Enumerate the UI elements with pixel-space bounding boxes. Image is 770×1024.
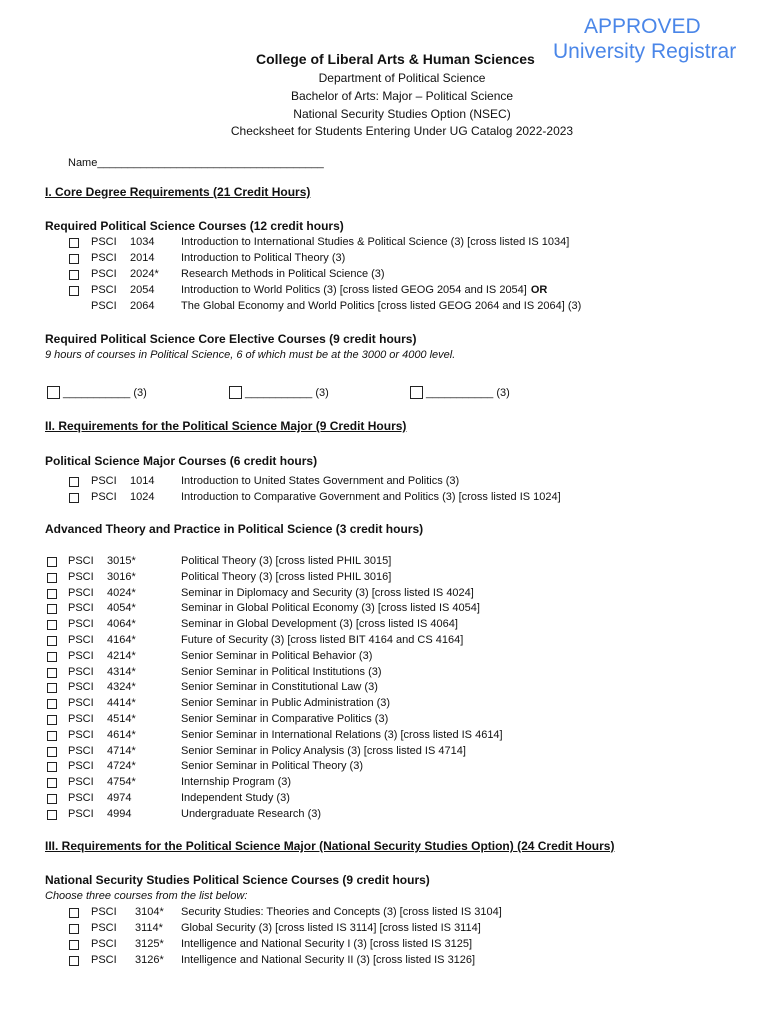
course-description: Intelligence and National Security I (3) [cross listed IS 3125]: [181, 938, 473, 950]
course-description-wrap: [181, 953, 475, 968]
course-subject: PSCI: [91, 922, 117, 934]
registrar-stamp: University Registrar: [553, 40, 737, 63]
course-description-wrap: [181, 759, 363, 774]
course-number: 2024*: [130, 268, 159, 280]
course-description: Undergraduate Research (3): [181, 807, 322, 820]
course-number: 4024*: [107, 586, 136, 599]
course-number: 3015*: [107, 555, 136, 567]
course-checkbox[interactable]: [47, 715, 57, 725]
course-number: 4414*: [107, 697, 136, 710]
course-number: 4994: [107, 807, 132, 820]
course-description-wrap: [181, 601, 480, 616]
course-description: Introduction to Political Theory (3): [181, 252, 346, 264]
course-description-wrap: [181, 921, 481, 936]
course-description: Seminar in Global Political Economy (3) [cross listed IS 4054]: [181, 602, 480, 615]
course-or-label: OR: [530, 284, 548, 296]
course-description-wrap: [181, 490, 561, 505]
course-description: Senior Seminar in Political Theory (3): [181, 760, 363, 773]
course-row: [0, 680, 770, 695]
course-number: 3104*: [135, 906, 164, 918]
course-checkbox[interactable]: [69, 908, 79, 918]
elective-blank-1[interactable]: ___________ (3): [63, 387, 147, 399]
course-description: Independent Study (3): [181, 792, 290, 804]
course-subject: PSCI: [91, 954, 117, 966]
course-description: Senior Seminar in Political Institutions (3): [181, 665, 382, 678]
course-subject: PSCI: [68, 649, 94, 662]
course-subject: PSCI: [68, 586, 94, 599]
course-description-wrap: [181, 696, 390, 711]
course-row: [0, 474, 770, 489]
course-subject: PSCI: [68, 776, 94, 789]
nss-courses-note: Choose three courses from the list below:: [45, 890, 248, 902]
course-subject: PSCI: [91, 284, 117, 296]
course-number: 4324*: [107, 681, 136, 694]
course-checkbox[interactable]: [47, 778, 57, 788]
course-row: [0, 807, 770, 822]
course-number: 1034: [130, 236, 155, 248]
course-description: Internship Program (3): [181, 776, 292, 789]
course-subject: PSCI: [91, 475, 117, 487]
course-subject: PSCI: [68, 634, 94, 646]
course-checkbox[interactable]: [69, 238, 79, 248]
approved-stamp: APPROVED: [584, 15, 701, 38]
course-subject: PSCI: [91, 938, 117, 950]
course-description-wrap: [181, 905, 502, 920]
course-number: 2014: [130, 252, 155, 264]
course-row: [0, 775, 770, 790]
course-description-wrap: [181, 712, 388, 727]
course-row: [0, 791, 770, 806]
course-description: Global Security (3) [cross listed IS 3114] [cross listed IS 3114]: [181, 922, 481, 934]
course-checkbox[interactable]: [47, 683, 57, 693]
course-description-wrap: [181, 299, 581, 314]
course-description: Seminar in Global Development (3) [cross listed IS 4064]: [181, 618, 458, 631]
course-description: The Global Economy and World Politics [cross listed GEOG 2064 and IS 2064] (3): [181, 300, 582, 312]
course-checkbox[interactable]: [47, 604, 57, 614]
course-row: [0, 649, 770, 664]
course-description: Research Methods in Political Science (3): [181, 268, 385, 280]
course-row: [0, 601, 770, 616]
course-description-wrap: [181, 649, 372, 664]
major-courses-title: Political Science Major Courses (6 credit hours): [45, 454, 318, 468]
course-subject: PSCI: [68, 681, 94, 694]
course-description-wrap: [181, 251, 345, 266]
course-description: Senior Seminar in Comparative Politics (3): [181, 713, 389, 725]
course-description-wrap: [181, 744, 466, 759]
course-description-wrap: [181, 586, 474, 601]
course-number: 4214*: [107, 649, 136, 662]
course-row: [0, 759, 770, 774]
course-description: Senior Seminar in International Relations (3) [cross listed IS 4614]: [181, 728, 503, 741]
course-number: 4514*: [107, 713, 136, 725]
course-checkbox[interactable]: [47, 762, 57, 772]
course-row: [0, 283, 770, 298]
course-number: 4974: [107, 792, 132, 804]
course-number: 4714*: [107, 744, 136, 757]
course-subject: PSCI: [68, 555, 94, 567]
course-row: [0, 617, 770, 632]
course-subject: PSCI: [68, 602, 94, 615]
course-description-wrap: [181, 617, 458, 632]
course-subject: PSCI: [68, 807, 94, 820]
course-subject: PSCI: [68, 697, 94, 710]
college-title: College of Liberal Arts & Human Sciences: [256, 51, 535, 67]
course-number: 3016*: [107, 570, 136, 583]
course-row: [0, 712, 770, 727]
course-description-wrap: [181, 267, 385, 282]
course-description: Introduction to International Studies & Political Science (3) [cross listed IS 1034]: [181, 236, 570, 248]
course-description-wrap: [181, 283, 547, 298]
course-description: Senior Seminar in Policy Analysis (3) [cross listed IS 4714]: [181, 744, 466, 757]
course-description: Security Studies: Theories and Concepts (3) [cross listed IS 3104]: [181, 906, 502, 918]
course-checkbox[interactable]: [47, 573, 57, 583]
course-checkbox[interactable]: [69, 270, 79, 280]
course-row: [0, 937, 770, 952]
course-checkbox[interactable]: [69, 924, 79, 934]
course-description-wrap: [181, 235, 569, 250]
nss-courses-title: National Security Studies Political Science Courses (9 credit hours): [45, 873, 430, 887]
course-checkbox[interactable]: [69, 940, 79, 950]
course-checkbox[interactable]: [69, 477, 79, 487]
course-description: Political Theory (3) [cross listed PHIL 3016]: [181, 570, 392, 583]
course-subject: PSCI: [91, 236, 117, 248]
course-row: [0, 665, 770, 680]
section-2-title: II. Requirements for the Political Science Major (9 Credit Hours): [45, 419, 407, 433]
section-1-title: I. Core Degree Requirements (21 Credit Hours): [45, 185, 311, 199]
degree-name: Bachelor of Arts: Major – Political Science: [290, 89, 514, 103]
course-row: [0, 953, 770, 968]
course-row: [0, 744, 770, 759]
course-number: 3114*: [135, 922, 163, 934]
course-row: [0, 570, 770, 585]
course-row: [0, 905, 770, 920]
course-checkbox[interactable]: [47, 699, 57, 709]
course-checkbox[interactable]: [47, 747, 57, 757]
course-row: [0, 633, 770, 648]
course-checkbox[interactable]: [47, 810, 57, 820]
course-subject: PSCI: [68, 570, 94, 583]
course-description: Seminar in Diplomacy and Security (3) [cross listed IS 4024]: [181, 586, 474, 599]
course-description-wrap: [181, 728, 503, 743]
course-checkbox[interactable]: [69, 956, 79, 966]
catalog-line: Checksheet for Students Entering Under UG Catalog 2022-2023: [230, 124, 574, 138]
course-description: Intelligence and National Security II (3) [cross listed IS 3126]: [181, 954, 476, 966]
course-subject: PSCI: [68, 744, 94, 757]
course-description-wrap: [181, 633, 463, 648]
course-description: Senior Seminar in Public Administration (3): [181, 697, 391, 710]
elective-checkbox-1[interactable]: [47, 386, 60, 399]
elective-checkbox-2[interactable]: [229, 386, 242, 399]
course-checkbox[interactable]: [47, 620, 57, 630]
course-subject: PSCI: [91, 906, 117, 918]
course-number: 4164*: [107, 634, 136, 646]
advanced-courses-title: Advanced Theory and Practice in Political Science (3 credit hours): [45, 522, 424, 536]
course-description: Political Theory (3) [cross listed PHIL 3015]: [181, 555, 392, 567]
course-number: 4064*: [107, 618, 136, 631]
course-row: [0, 728, 770, 743]
course-number: 4614*: [107, 728, 136, 741]
course-description-wrap: [181, 570, 391, 585]
course-checkbox[interactable]: [69, 254, 79, 264]
course-checkbox[interactable]: [47, 557, 57, 567]
course-description: Introduction to United States Government and Politics (3): [181, 475, 460, 487]
course-row: [0, 267, 770, 282]
course-subject: PSCI: [91, 300, 117, 312]
course-subject: PSCI: [68, 760, 94, 773]
course-subject: PSCI: [68, 728, 94, 741]
course-number: 3125*: [135, 938, 164, 950]
course-number: 2054: [130, 284, 155, 296]
department-name: Department of Political Science: [318, 71, 486, 85]
course-checkbox[interactable]: [69, 286, 79, 296]
course-description: Introduction to World Politics (3) [cross listed GEOG 2054 and IS 2054]: [181, 284, 527, 296]
course-subject: PSCI: [68, 792, 94, 804]
course-row: [0, 554, 770, 569]
course-subject: PSCI: [91, 252, 117, 264]
course-description-wrap: [181, 554, 391, 569]
course-number: 1024: [130, 491, 155, 503]
course-checkbox[interactable]: [47, 589, 57, 599]
course-number: 4724*: [107, 760, 136, 773]
course-checkbox[interactable]: [47, 668, 57, 678]
course-number: 2064: [130, 300, 155, 312]
course-description-wrap: [181, 474, 459, 489]
required-courses-title: Required Political Science Courses (12 credit hours): [45, 219, 344, 233]
course-row: [0, 586, 770, 601]
elective-checkbox-3[interactable]: [410, 386, 423, 399]
course-checkbox[interactable]: [47, 636, 57, 646]
course-description: Senior Seminar in Political Behavior (3): [181, 649, 373, 662]
course-subject: PSCI: [91, 491, 117, 503]
course-description-wrap: [181, 680, 378, 695]
section-3-title: III. Requirements for the Political Science Major (National Security Studies Option) (24 Credit Hours): [45, 839, 615, 853]
course-row: [0, 696, 770, 711]
course-row: [0, 299, 770, 314]
course-number: 4054*: [107, 602, 136, 615]
core-elective-title: Required Political Science Core Elective Courses (9 credit hours): [45, 332, 417, 346]
course-number: 4754*: [107, 776, 136, 789]
course-row: [0, 490, 770, 505]
course-row: [0, 235, 770, 250]
name-field[interactable]: Name_____________________________________: [68, 157, 324, 169]
course-subject: PSCI: [68, 665, 94, 678]
elective-blank-3[interactable]: ___________ (3): [426, 387, 510, 399]
option-name: National Security Studies Option (NSEC): [293, 107, 511, 121]
course-description: Senior Seminar in Constitutional Law (3): [181, 681, 378, 694]
course-checkbox[interactable]: [47, 731, 57, 741]
course-description-wrap: [181, 665, 382, 680]
course-number: 4314*: [107, 665, 136, 678]
core-elective-note: 9 hours of courses in Political Science, 6 of which must be at the 3000 or 4000 level.: [45, 349, 456, 361]
course-subject: PSCI: [91, 268, 117, 280]
course-checkbox[interactable]: [47, 652, 57, 662]
elective-blank-2[interactable]: ___________ (3): [245, 387, 329, 399]
course-description-wrap: [181, 807, 321, 822]
course-number: 1014: [130, 475, 155, 487]
course-description: Future of Security (3) [cross listed BIT 4164 and CS 4164]: [181, 634, 464, 646]
course-description: Introduction to Comparative Government and Politics (3) [cross listed IS 1024]: [181, 491, 561, 503]
course-row: [0, 921, 770, 936]
course-checkbox[interactable]: [47, 794, 57, 804]
course-number: 3126*: [135, 954, 164, 966]
course-checkbox[interactable]: [69, 493, 79, 503]
course-subject: PSCI: [68, 618, 94, 631]
course-description-wrap: [181, 937, 472, 952]
course-description-wrap: [181, 791, 290, 806]
course-row: [0, 251, 770, 266]
course-subject: PSCI: [68, 713, 94, 725]
course-description-wrap: [181, 775, 291, 790]
